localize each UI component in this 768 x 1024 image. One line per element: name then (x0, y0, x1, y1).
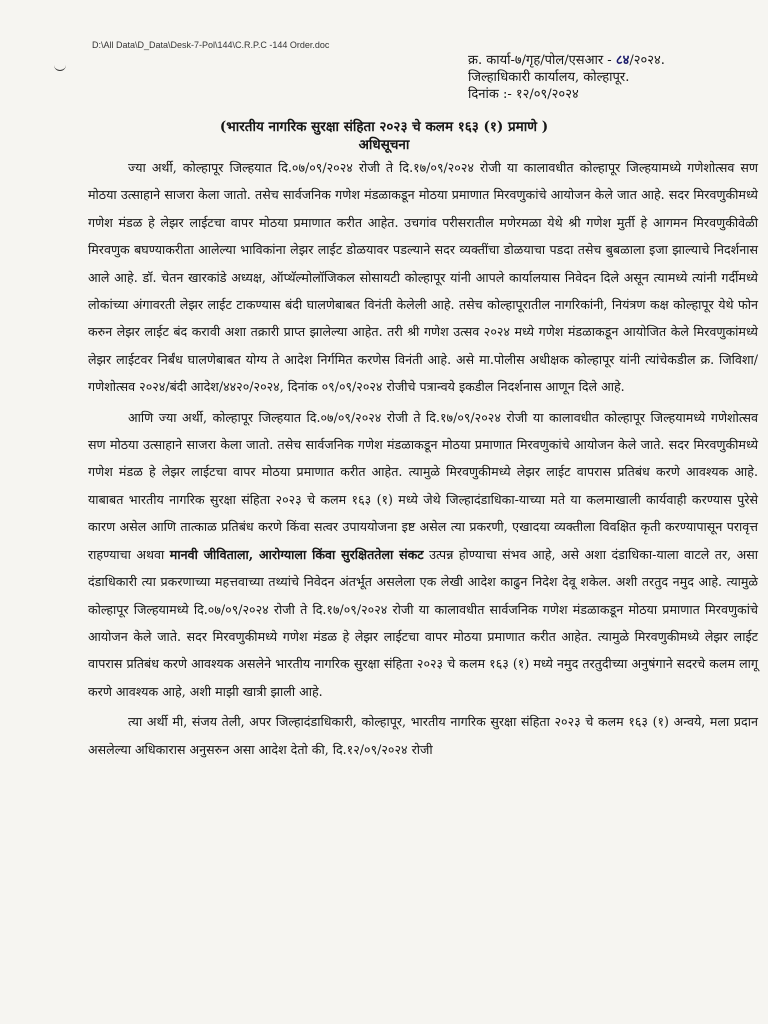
document-heading: (भारतीय नागरिक सुरक्षा संहिता २०२३ चे कलम १६३ (१) प्रमाणे ) (219, 119, 549, 135)
document-subheading: अधिसूचना (358, 137, 410, 153)
reference-line-1 (468, 52, 758, 69)
file-path: D:\All Data\D_Data\Desk-7-Pol\144\C.R.P.C -144 Order.doc (92, 40, 330, 50)
paragraph-2-part-1: आणि ज्या अर्थी, कोल्हापूर जिल्हयात दि.०७/०९/२०२४ रोजी ते दि.१७/०९/२०२४ रोजी या कालावधीत कोल्हापूर जिल्हयामध्ये गणेशोत्सव सण मोठया उत्साहाने साजरा केला जातो. तसेच सार्वजनिक गणेश मंडळाकडून मोठया प्रमाणात मिरवणुकांचे आयोजन केले जाते. सदर मिरवणुकीमध्ये गणेश मंडळ हे लेझर लाईटचा वापर मोठया प्रमाणात करीत आहेत. त्यामुळे मिरवणुकीमध्ये लेझर लाईट वापरास प्रतिबंध करणे आवश्यक आहे. याबाबत भारतीय नागरिक सुरक्षा संहिता २०२३ चे कलम १६३ (१) मध्ये जेथे जिल्हादंडाधिका-याच्या मते या कलमाखाली कार्यवाही करण्यास पुरेसे कारण असेल आणि तात्काळ प्रतिबंध करणे किंवा सत्वर उपाययोजना इष्ट असेल त्या प्रकरणी, एखादया व्यक्तीला विवक्षित कृती करण्यापासून परावृत्त राहण्याचा अथवा (88, 409, 758, 562)
paragraph-3: त्या अर्थी मी, संजय तेली, अपर जिल्हादंडाधिकारी, कोल्हापूर, भारतीय नागरिक सुरक्षा संहिता २०२३ चे कलम १६३ (१) अन्वये, मला प्रदान असलेल्या अधिकारास अनुसरुन असा आदेश देतो की, दि.१२/०९/२०२४ रोजी (88, 714, 758, 757)
document-body (88, 154, 758, 763)
document-date: दिनांक :- १२/०९/२०२४ (468, 87, 579, 102)
paragraph-2-bold: मानवी जीविताला, आरोग्याला किंवा सुरक्षिततेला संकट (169, 546, 424, 562)
reference-year: /२०२४. (629, 53, 665, 68)
pen-mark (54, 62, 66, 71)
paragraph-2-part-2: उत्पन्न होण्याचा संभव आहे, असे अशा दंडाधिका-याला वाटले तर, असा दंडाधिकारी त्या प्रकरणाच्या महत्तवाच्या तथ्यांचे निवेदन अंतर्भूत असलेला एक लेखी आदेश काढुन निदेश देवू शकेल. अशी तरतुद नमुद आहे. त्यामुळे कोल्हापूर जिल्हयामध्ये दि.०७/०९/२०२४ रोजी ते दि.१७/०९/२०२४ रोजी या कालावधीत सार्वजनिक गणेश मंडळाकडून मोठया प्रमाणात मिरवणुकांचे आयोजन केले जाते. सदर मिरवणुकीमध्ये गणेश मंडळ हे लेझर लाईटचा वापर मोठया प्रमाणात करीत आहेत. त्यामुळे मिरवणुकीमध्ये लेझर लाईट वापरास प्रतिबंध करणे आवश्यक असलेने भारतीय नागरिक सुरक्षा संहिता २०२३ चे कलम १६३ (१) मध्ये नमुद तरतुदीच्या अनुषंगाने सदरचे कलम लागू करणे आवश्यक आहे, अशी माझी खात्री झाली आहे. (88, 546, 759, 699)
reference-number: ८४ (615, 53, 630, 68)
office-name: जिल्हाधिकारी कार्यालय, कोल्हापूर. (468, 70, 630, 85)
reference-block (468, 52, 758, 103)
paragraph-1: ज्या अर्थी, कोल्हापूर जिल्हयात दि.०७/०९/२०२४ रोजी ते दि.१७/०९/२०२४ रोजी या कालावधीत कोल्हापूर जिल्हयामध्ये गणेशोत्सव सण मोठया उत्साहाने साजरा केला जातो. तसेच सार्वजनिक गणेश मंडळाकडून मोठया प्रमाणात मिरवणुकांचे आयोजन केले जात आहे. सदर मिरवणुकीमध्ये गणेश मंडळ हे लेझर लाईटचा वापर मोठया प्रमाणात करीत आहेत. उचगांव परीसरातील मणेरमळा येथे श्री गणेश मुर्ती हे आगमन मिरवणुकीवेळी मिरवणुक बघण्याकरीता आलेल्या भाविकांना लेझर लाईट डोळयावर पडल्याने सदर व्यक्तींचा डोळयाचा पडदा तसेच बुबळाला इजा झाल्याचे निदर्शनास आले आहे. डॉ. चेतन खारकांडे अध्यक्ष, ऑप्थॅल्मोलॉजिकल सोसायटी कोल्हापूर यांनी आपले कार्यालयास निवेदन दिले असून त्यामध्ये त्यांनी गर्दीमध्ये लोकांच्या अंगावरती लेझर लाईट टाकण्यास बंदी घालणेबाबत विनंती केलेली आहे. तसेच कोल्हापूरातील नागरिकांनी, नियंत्रण कक्ष कोल्हापूर येथे फोन करुन लेझर लाईट बंद करावी अशा तक्रारी प्राप्त झालेल्या आहेत. तरी श्री गणेश उत्सव २०२४ मध्ये गणेश मंडळाकडून आयोजित केले मिरवणुकांमध्ये लेझर लाईटवर निर्बंध घालणेबाबत योग्य ते आदेश निर्गमित करणेस विनंती आहे. असे मा.पोलीस अधीक्षक कोल्हापूर यांनी त्यांचेकडील क्र. जिविशा/गणेशोत्सव २०२४/बंदी आदेश/४४२०/२०२४, दिनांक ०९/०९/२०२४ रोजीचे पत्रान्वये इकडील निदर्शनास आणून दिले आहे. (88, 160, 758, 395)
reference-prefix: क्र. कार्या-७/गृह/पोल/एसआर - (468, 53, 616, 68)
paragraph-2 (88, 404, 758, 705)
